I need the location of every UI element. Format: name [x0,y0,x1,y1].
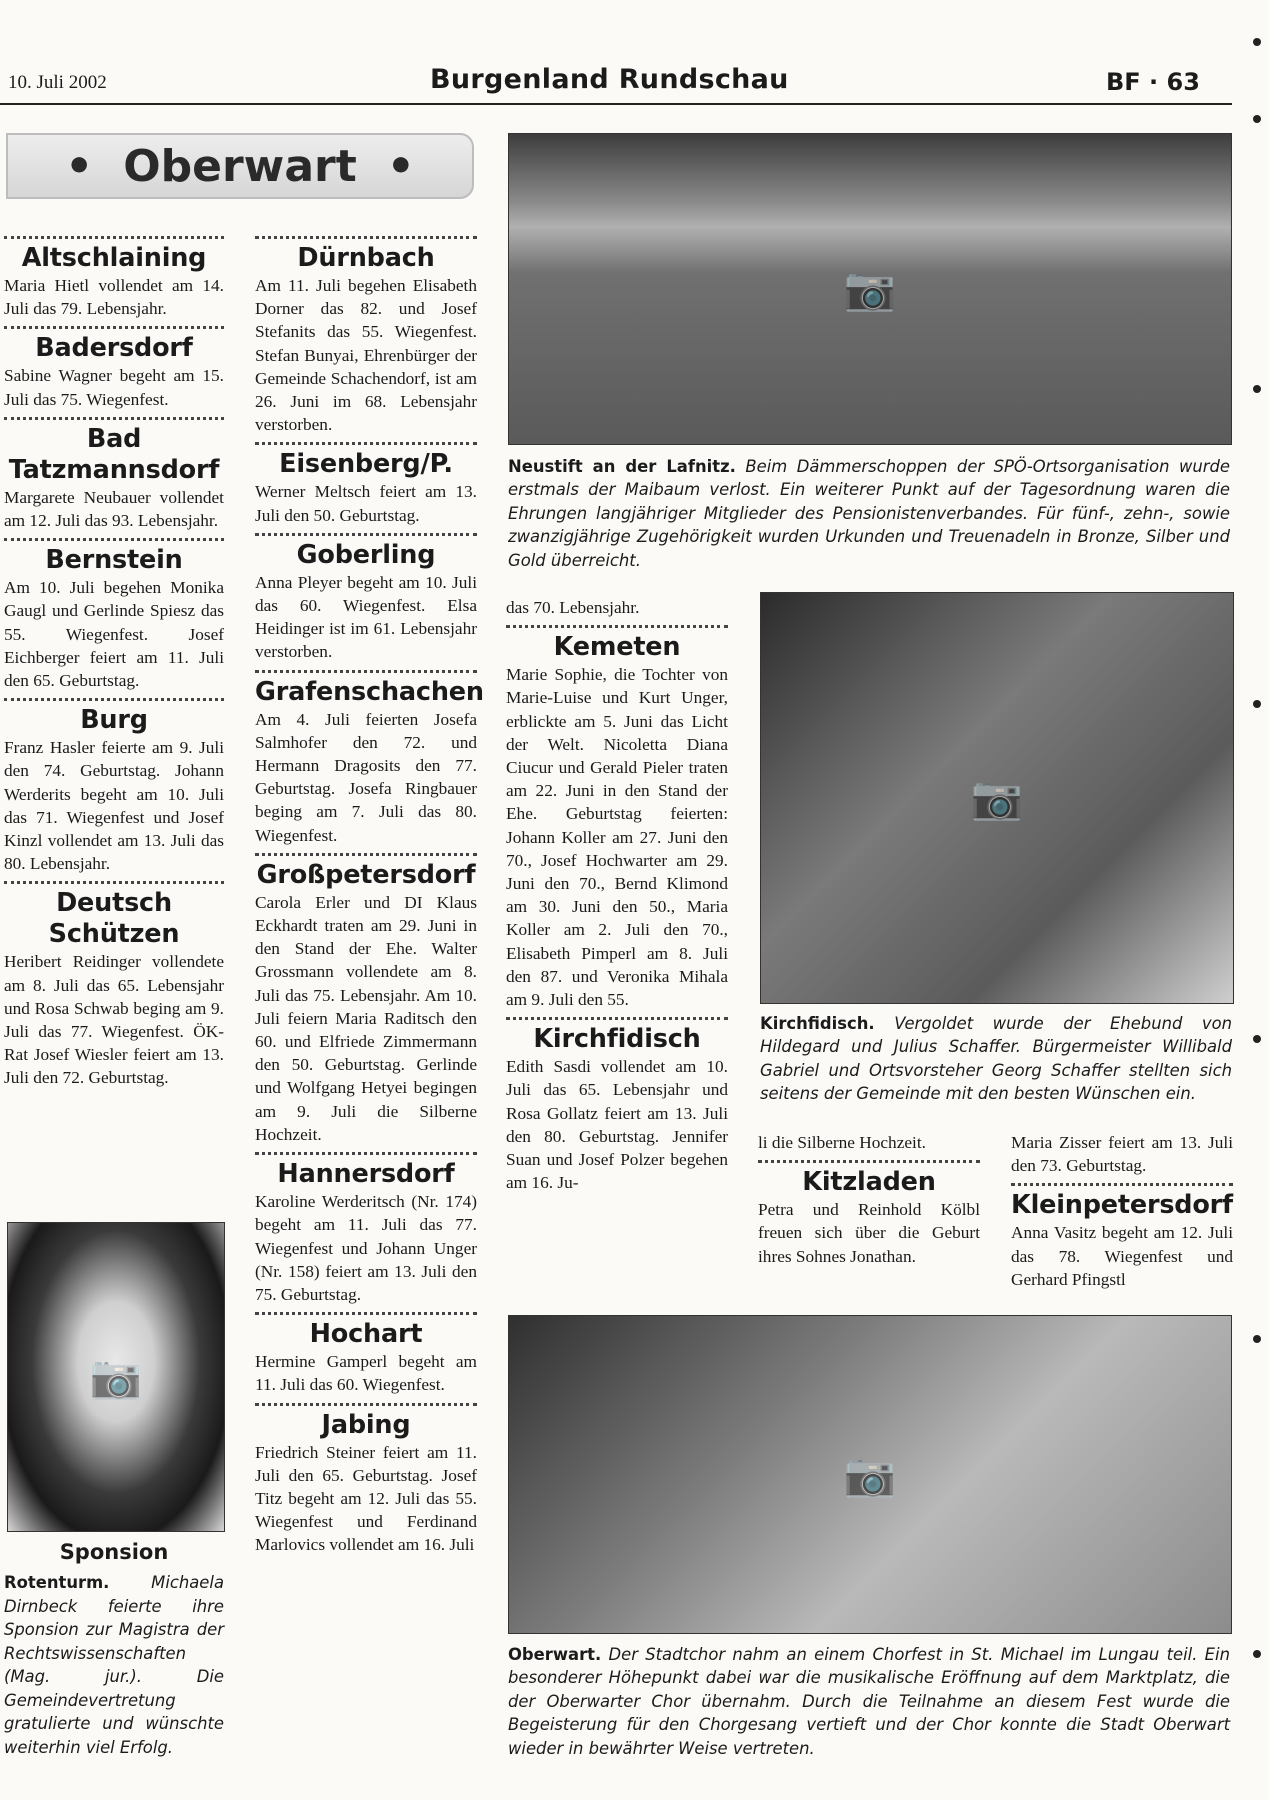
town-news-text: Carola Erler und DI Klaus Eckhardt traten am 29. Juni in den Stand der Ehe. Walter Grossmann vollendete am 8. Juli das 75. Lebensjahr. Am 10. Juli feiern Maria Raditsch den 60. und Elfriede Zimmermann den 50. Geburtstag. Gerlinde und Wolfgang Hetyei begingen am 9. Juli die Silberne Hochzeit. [255,892,477,1144]
photo-pensioners-group [508,133,1232,445]
continued-text: Maria Zisser feiert am 13. Juli den 73. Geburtstag. [1011,1133,1233,1176]
town-news-text: Anna Vasitz begeht am 12. Juli das 78. Wiegenfest und Gerhard Pfingstl [1011,1223,1233,1289]
scan-mark [1253,38,1261,46]
caption-place: Neustift an der Lafnitz. [508,457,736,476]
dotted-separator [255,853,477,856]
newspaper-title: Burgenland Rundschau [430,64,789,95]
town-news-text: Sabine Wagner begeht am 15. Juli das 75. Wiegenfest. [4,366,224,409]
sponsion-heading: Sponsion [59,1540,169,1564]
town-news-text: Marie Sophie, die Tochter von Marie-Luise und Kurt Unger, erblickte am 5. Juni das Licht der Welt. Nicoletta Diana Ciucur und Gerald Pieler traten am 22. Juni in den Stand der Ehe. Geburtstag feierten: Johann Koller am 27. Juni den 70., Josef Hochwarter am 29. Juni den 70., Bernd Klimond am 30. Juni den 50., Maria Koller am 2. Juli den 70., Elisabeth Pimperl am 8. Juli den 87. und Veronika Mihala am 9. Juli den 55. [506,665,728,1010]
scan-mark [1253,1650,1261,1658]
continued-text: li die Silberne Hochzeit. [758,1133,926,1152]
town-news-text: Margarete Neubauer vollendet am 12. Juli das 93. Lebensjahr. [4,487,224,531]
dotted-separator [255,1403,477,1406]
column-2 [255,230,484,1557]
town-news-text: Heribert Reidinger vollendete am 8. Juli das 65. Lebensjahr und Rosa Schwab beging am 9. Juli das 77. Wiegenfest. ÖK-Rat Josef Wiesler feiert am 13. Juli den 72. Geburtstag. [4,952,224,1088]
town-news-text: Hermine Gamperl begeht am 11. Juli das 60. Wiegenfest. [255,1352,477,1395]
dotted-separator [255,533,477,536]
scan-mark [1253,700,1261,708]
caption-place: Oberwart. [508,1645,602,1664]
dotted-separator [1011,1183,1233,1186]
town-heading: Burg [80,705,148,736]
page-number: BF · 63 [1106,68,1200,96]
town-news-text: Franz Hasler feierte am 9. Juli den 74. Geburtstag. Johann Werderits begeht am 10. Juli das 71. Wiegenfest und Josef Kinzl vollendet am 13. Juli das 80. Lebensjahr. [4,738,224,874]
bullet-icon: • [386,140,415,192]
camera-icon: 📷 [843,1449,897,1499]
dotted-separator [255,236,477,239]
camera-icon: 📷 [843,264,897,313]
town-news-text: Edith Sasdi vollendet am 10. Juli das 65. Lebensjahr und Rosa Gollatz feiert am 13. Juli den 80. Geburtstag. Jennifer Suan und Josef Polzer begehen am 16. Ju- [506,1057,728,1193]
photo-choir [508,1315,1232,1634]
photo-portrait [7,1222,225,1532]
town-heading: Kirchfidisch [533,1024,701,1055]
dotted-separator [255,1152,477,1155]
caption-oberwart [508,1643,1230,1760]
dotted-separator [4,538,224,541]
town-news-text: Anna Pleyer begeht am 10. Juli das 60. Wiegenfest. Elsa Heidinger ist im 61. Lebensjahr verstorben. [255,572,477,662]
scan-mark [1253,385,1261,393]
town-heading: Goberling [296,539,436,570]
town-news-text: Petra und Reinhold Kölbl freuen sich über die Geburt ihres Sohnes Jonathan. [758,1200,980,1266]
camera-icon: 📷 [970,773,1024,822]
town-heading: Hannersdorf [277,1159,455,1190]
town-news-text: Friedrich Steiner feiert am 11. Juli den 65. Geburtstag. Josef Titz begeht am 12. Juli das 55. Wiegenfest und Ferdinand Marlovics vollendet am 16. Juli [255,1442,477,1555]
masthead-rule [0,103,1232,105]
town-heading: Kemeten [553,632,681,663]
town-news-text: Werner Meltsch feiert am 13. Juli den 50. Geburtstag. [255,482,477,525]
caption-text: Der Stadtchor nahm an einem Chorfest in St. Michael im Lungau teil. Ein besonderer Höhepunkt dabei war die musikalische Eröffnung auf dem Marktplatz, die der Oberwarter Chor übernahm. Durch die Teilnahme an diesem Fest wurde die Begeisterung für den Chorgesang vertieft und der Chor konnte die Stadt Oberwart wieder in bewährter Weise vertreten. [508,1645,1230,1758]
dotted-separator [255,442,477,445]
dotted-separator [4,698,224,701]
issue-date: 10. Juli 2002 [8,72,107,93]
town-news-text: Am 11. Juli begehen Elisabeth Dorner das 82. und Josef Stefanits das 55. Wiegenfest. Stefan Bunyai, Ehrenbürger der Gemeinde Schachendorf, ist am 26. Juni im 68. Lebensjahr verstorben. [255,276,477,435]
dotted-separator [255,1312,477,1315]
town-heading: Kleinpetersdorf [1011,1190,1233,1221]
sponsion-place: Rotenturm. [4,1573,110,1592]
town-news-text: Maria Hietl vollendet am 14. Juli das 79. Lebensjahr. [4,276,224,319]
camera-icon: 📷 [89,1352,143,1401]
caption-kirchfidisch [760,1012,1232,1106]
photo-golden-wedding [760,592,1234,1004]
dotted-separator [4,236,224,239]
town-heading: Jabing [321,1409,411,1440]
column-1 [4,230,224,1090]
scan-mark [1253,1035,1261,1043]
town-heading: Altschlaining [21,243,207,273]
dotted-separator [506,625,728,628]
town-news-text: Am 4. Juli feierten Josefa Salmhofer den 72. und Hermann Dragosits den 77. Geburtstag. Josefa Ringbauer beging am 7. Juli das 80. Wiegenfest. [255,709,477,845]
town-heading: Hochart [309,1319,423,1350]
caption-place: Kirchfidisch. [760,1014,875,1033]
dotted-separator [4,881,224,884]
section-title: Oberwart [123,140,357,192]
town-news-text: Karoline Werderitsch (Nr. 174) begeht am 11. Juli das 77. Wiegenfest und Johann Unger (Nr. 158) feiert am 13. Juli den 75. Geburtstag. [255,1192,477,1304]
continued-text: das 70. Lebensjahr. [506,598,640,617]
town-heading: Grafenschachen [255,676,484,707]
caption-neustift [508,455,1230,572]
town-heading: Bad Tatzmannsdorf [8,423,220,485]
sponsion-text-block [4,1571,224,1759]
caption-text: Vergoldet wurde der Ehebund von Hildegard und Julius Schaffer. Bürgermeister Willibald Gabriel und Ortsvorsteher Georg Schaffer stellten sich seitens der Gemeinde mit den besten Wünschen ein. [760,1014,1233,1104]
town-heading: Kitzladen [802,1167,936,1198]
scan-mark [1253,115,1261,123]
section-banner [6,133,474,199]
column-4 [758,1131,980,1268]
scan-mark [1253,1335,1261,1343]
town-heading: Deutsch Schützen [48,888,180,950]
dotted-separator [4,417,224,420]
column-5 [1011,1131,1233,1291]
dotted-separator [758,1160,980,1163]
dotted-separator [255,670,477,673]
town-heading: Badersdorf [35,333,193,364]
town-heading: Eisenberg/P. [279,449,453,480]
caption-text: Beim Dämmerschoppen der SPÖ-Ortsorganisation wurde erstmals der Maibaum verlost. Ein weiterer Punkt auf der Tagesordnung waren die Ehrungen langjähriger Mitglieder des Pensionistenverbandes. Für fünf-, zehn-, sowie zwanzigjährige Zugehörigkeit wurden Urkunden und Treuenadeln in Bronze, Silber und Gold überreicht. [508,457,1231,570]
column-3 [506,596,728,1194]
dotted-separator [4,326,224,329]
sponsion-text: Michaela Dirnbeck feierte ihre Sponsion zur Magistra der Rechtswissenschaften (Mag. jur.). Die Gemeindevertretung gratulierte und wünschte weiterhin viel Erfolg. [4,1573,224,1757]
dotted-separator [506,1017,728,1020]
bullet-icon: • [65,140,94,192]
town-news-text: Am 10. Juli begehen Monika Gaugl und Gerlinde Spiesz das 55. Wiegenfest. Josef Eichberger feiert am 11. Juli den 65. Geburtstag. [4,578,224,691]
town-heading: Dürnbach [297,243,435,273]
town-heading: Bernstein [45,545,183,576]
town-heading: Großpetersdorf [256,859,476,890]
